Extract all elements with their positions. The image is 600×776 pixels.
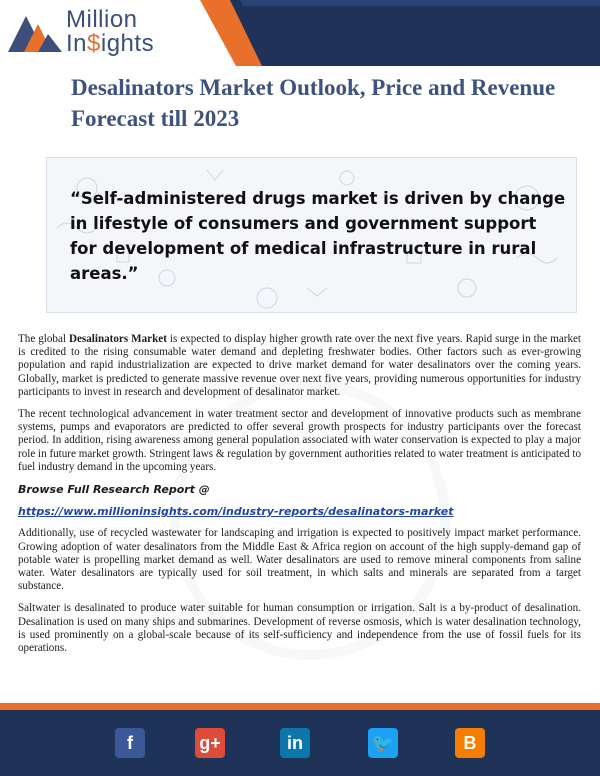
browse-report-label: Browse Full Research Report @ <box>18 483 210 497</box>
report-link[interactable]: https://www.millioninsights.com/industry-reports/desalinators-market <box>18 505 454 519</box>
paragraph-technology: The recent technological advancement in water treatment sector and development of innovative products such as membrane systems, pumps and evaporators are predicted to offer several growth prospects for industry participants over the forecast period. In addition, rising awareness among general population associated with water conservation is expected to play a major role in future market growth. Stringent laws & regulation by government authorities related to water treatment is anticipated to fuel industry demand in the upcoming years. <box>18 408 581 473</box>
twitter-icon[interactable]: 🐦 <box>368 728 398 758</box>
quote-box <box>46 157 577 313</box>
brand-line2 <box>66 32 154 56</box>
paragraph-saltwater: Saltwater is desalinated to produce water suitable for human consumption or irrigation. Salt is a by-product of desalination. Desalination is used on many ships and submarines. Development of reverse osmosis, which is water desalination technology, is used prominently on a global-scale because of its self-sufficiency and independence from the use of fossil fuels for its operations. <box>18 602 581 655</box>
blogger-icon[interactable]: B <box>455 728 485 758</box>
linkedin-icon[interactable]: in <box>280 728 310 758</box>
page-title: Desalinators Market Outlook, Price and Revenue Forecast till 2023 <box>71 75 556 131</box>
footer-stripe <box>0 703 600 710</box>
page-header <box>0 0 600 66</box>
facebook-icon[interactable]: f <box>115 728 145 758</box>
google-plus-icon[interactable]: g+ <box>195 728 225 758</box>
brand-line2-prefix: In <box>66 30 88 57</box>
intro-rest: is expected to display higher growth rate over the next five years. Rapid surge in the market is credited to the rising consumable water demand and depleting freshwater bodies. Other factors such as ever-growing population and rapid industrialization are expected to drive market demand for water desalinators over the coming years. Globally, market is predicted to generate massive revenue over next five years, providing numerous opportunities for industry participants to invest in research and development of desalinator market. <box>18 333 582 398</box>
brand-name <box>66 8 154 56</box>
article-body <box>18 333 581 664</box>
intro-prefix: The global <box>18 333 69 345</box>
brand-line1: Million <box>66 6 138 33</box>
brand-line2-suffix: ights <box>100 30 155 57</box>
brand-line2-accent: $ <box>87 30 101 57</box>
paragraph-recycled-wastewater: Additionally, use of recycled wastewater for landscaping and irrigation is expected to positively impact market performance. Growing adoption of water desalinators from the Middle East & Africa region on account of the high supply-demand gap of potable water is propelling market demand as well. Water desalinators are used to remove mineral components from saline water. Water desalinators are typically used for soil treatment, in which salts and minerals are separated from a target substance. <box>18 527 581 593</box>
market-name-bold: Desalinators Market <box>69 333 167 345</box>
quote-text: “Self-administered drugs market is driven by change in lifestyle of consumers and government support for development of medical infrastructure in rural areas.” <box>70 189 566 283</box>
paragraph-intro <box>18 333 581 399</box>
million-insights-logo <box>8 12 62 52</box>
